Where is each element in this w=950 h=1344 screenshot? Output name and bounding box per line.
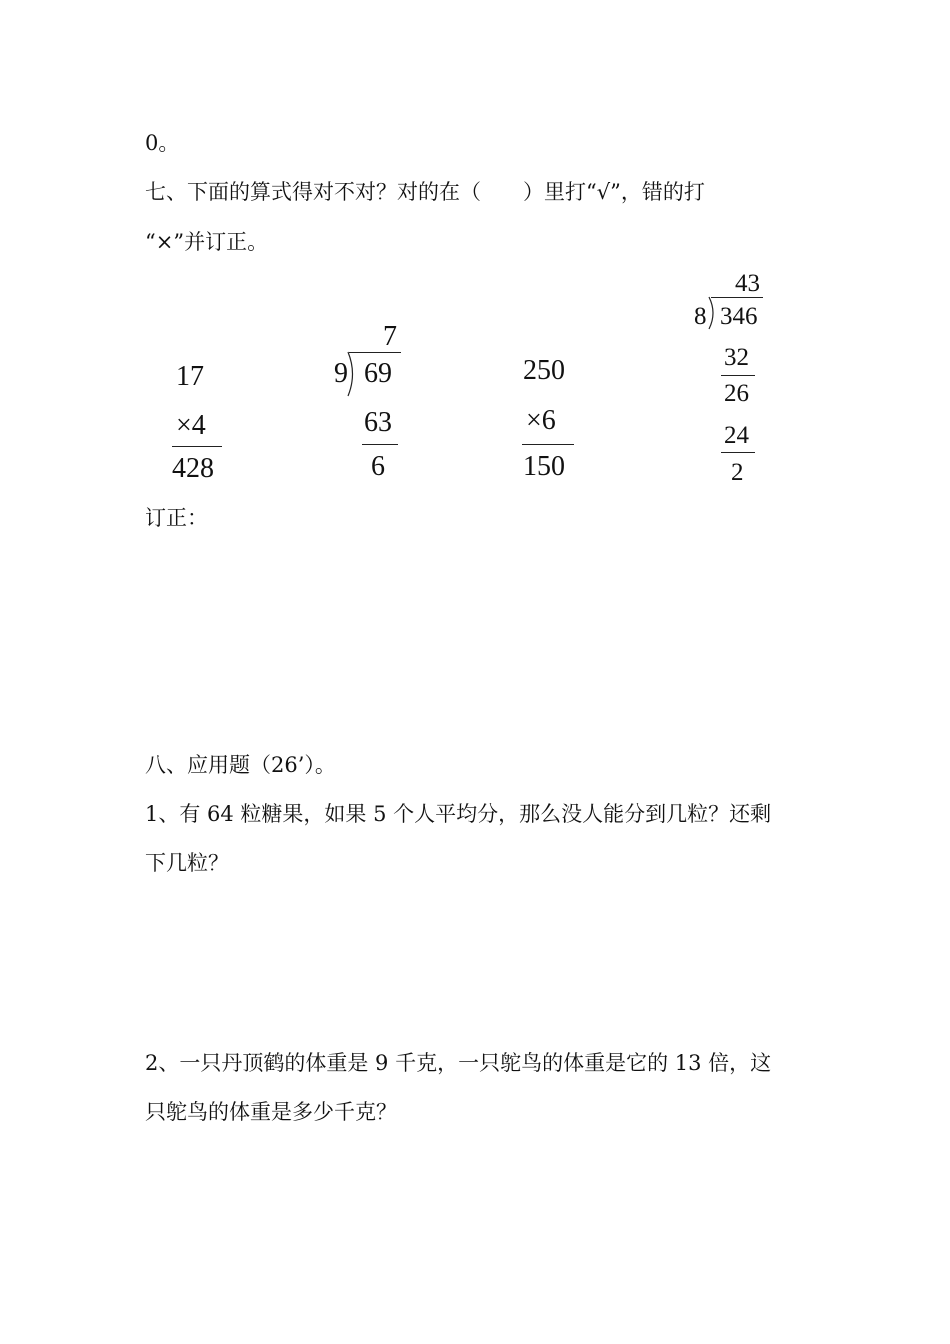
section8-title: 八、应用题（26’）。 [145,753,336,777]
correction-label: 订正： [145,506,208,530]
q1-line2: 下几粒？ [145,851,229,875]
section7-title-line1: 七、下面的算式得对不对？对的在（ ）里打“√”，错的打 [145,180,705,204]
p4-divisor: 8 [694,303,707,330]
p3-multiplier: ×6 [526,405,556,436]
p2-divisor: 9 [334,358,348,389]
p3-top: 250 [523,355,565,386]
p2-bar [362,444,398,445]
p1-bar [172,446,222,447]
p4-division-bracket [708,297,718,331]
p2-dividend: 69 [364,358,392,389]
p4-dividend: 346 [720,303,758,330]
p4-vinculum [711,297,763,298]
p1-top: 17 [176,361,204,392]
p3-result: 150 [523,451,565,482]
p2-remainder: 6 [371,451,385,482]
p4-bar1 [721,375,755,376]
p4-step3: 24 [724,422,749,449]
q1-line1: 1、有 64 粒糖果，如果 5 个人平均分，那么没人能分到几粒？还剩 [145,802,772,826]
q2-line2: 只鸵鸟的体重是多少千克？ [145,1100,397,1124]
p2-vinculum [349,352,401,353]
q2-line1: 2、一只丹顶鹤的体重是 9 千克，一只鸵鸟的体重是它的 13 倍，这 [145,1051,772,1075]
p4-remainder: 2 [731,459,744,486]
p2-product: 63 [364,407,392,438]
p4-step1: 32 [724,344,749,371]
p4-quotient: 43 [735,270,760,297]
p1-result: 428 [172,453,214,484]
p4-step2: 26 [724,380,749,407]
section7-title-line2: “×”并订正。 [145,230,269,254]
p2-division-bracket [347,352,357,398]
p1-multiplier: ×4 [176,410,206,441]
p2-quotient: 7 [383,321,397,352]
p3-bar [522,444,574,445]
p4-bar2 [721,452,755,453]
intro-line: 0。 [145,131,180,155]
